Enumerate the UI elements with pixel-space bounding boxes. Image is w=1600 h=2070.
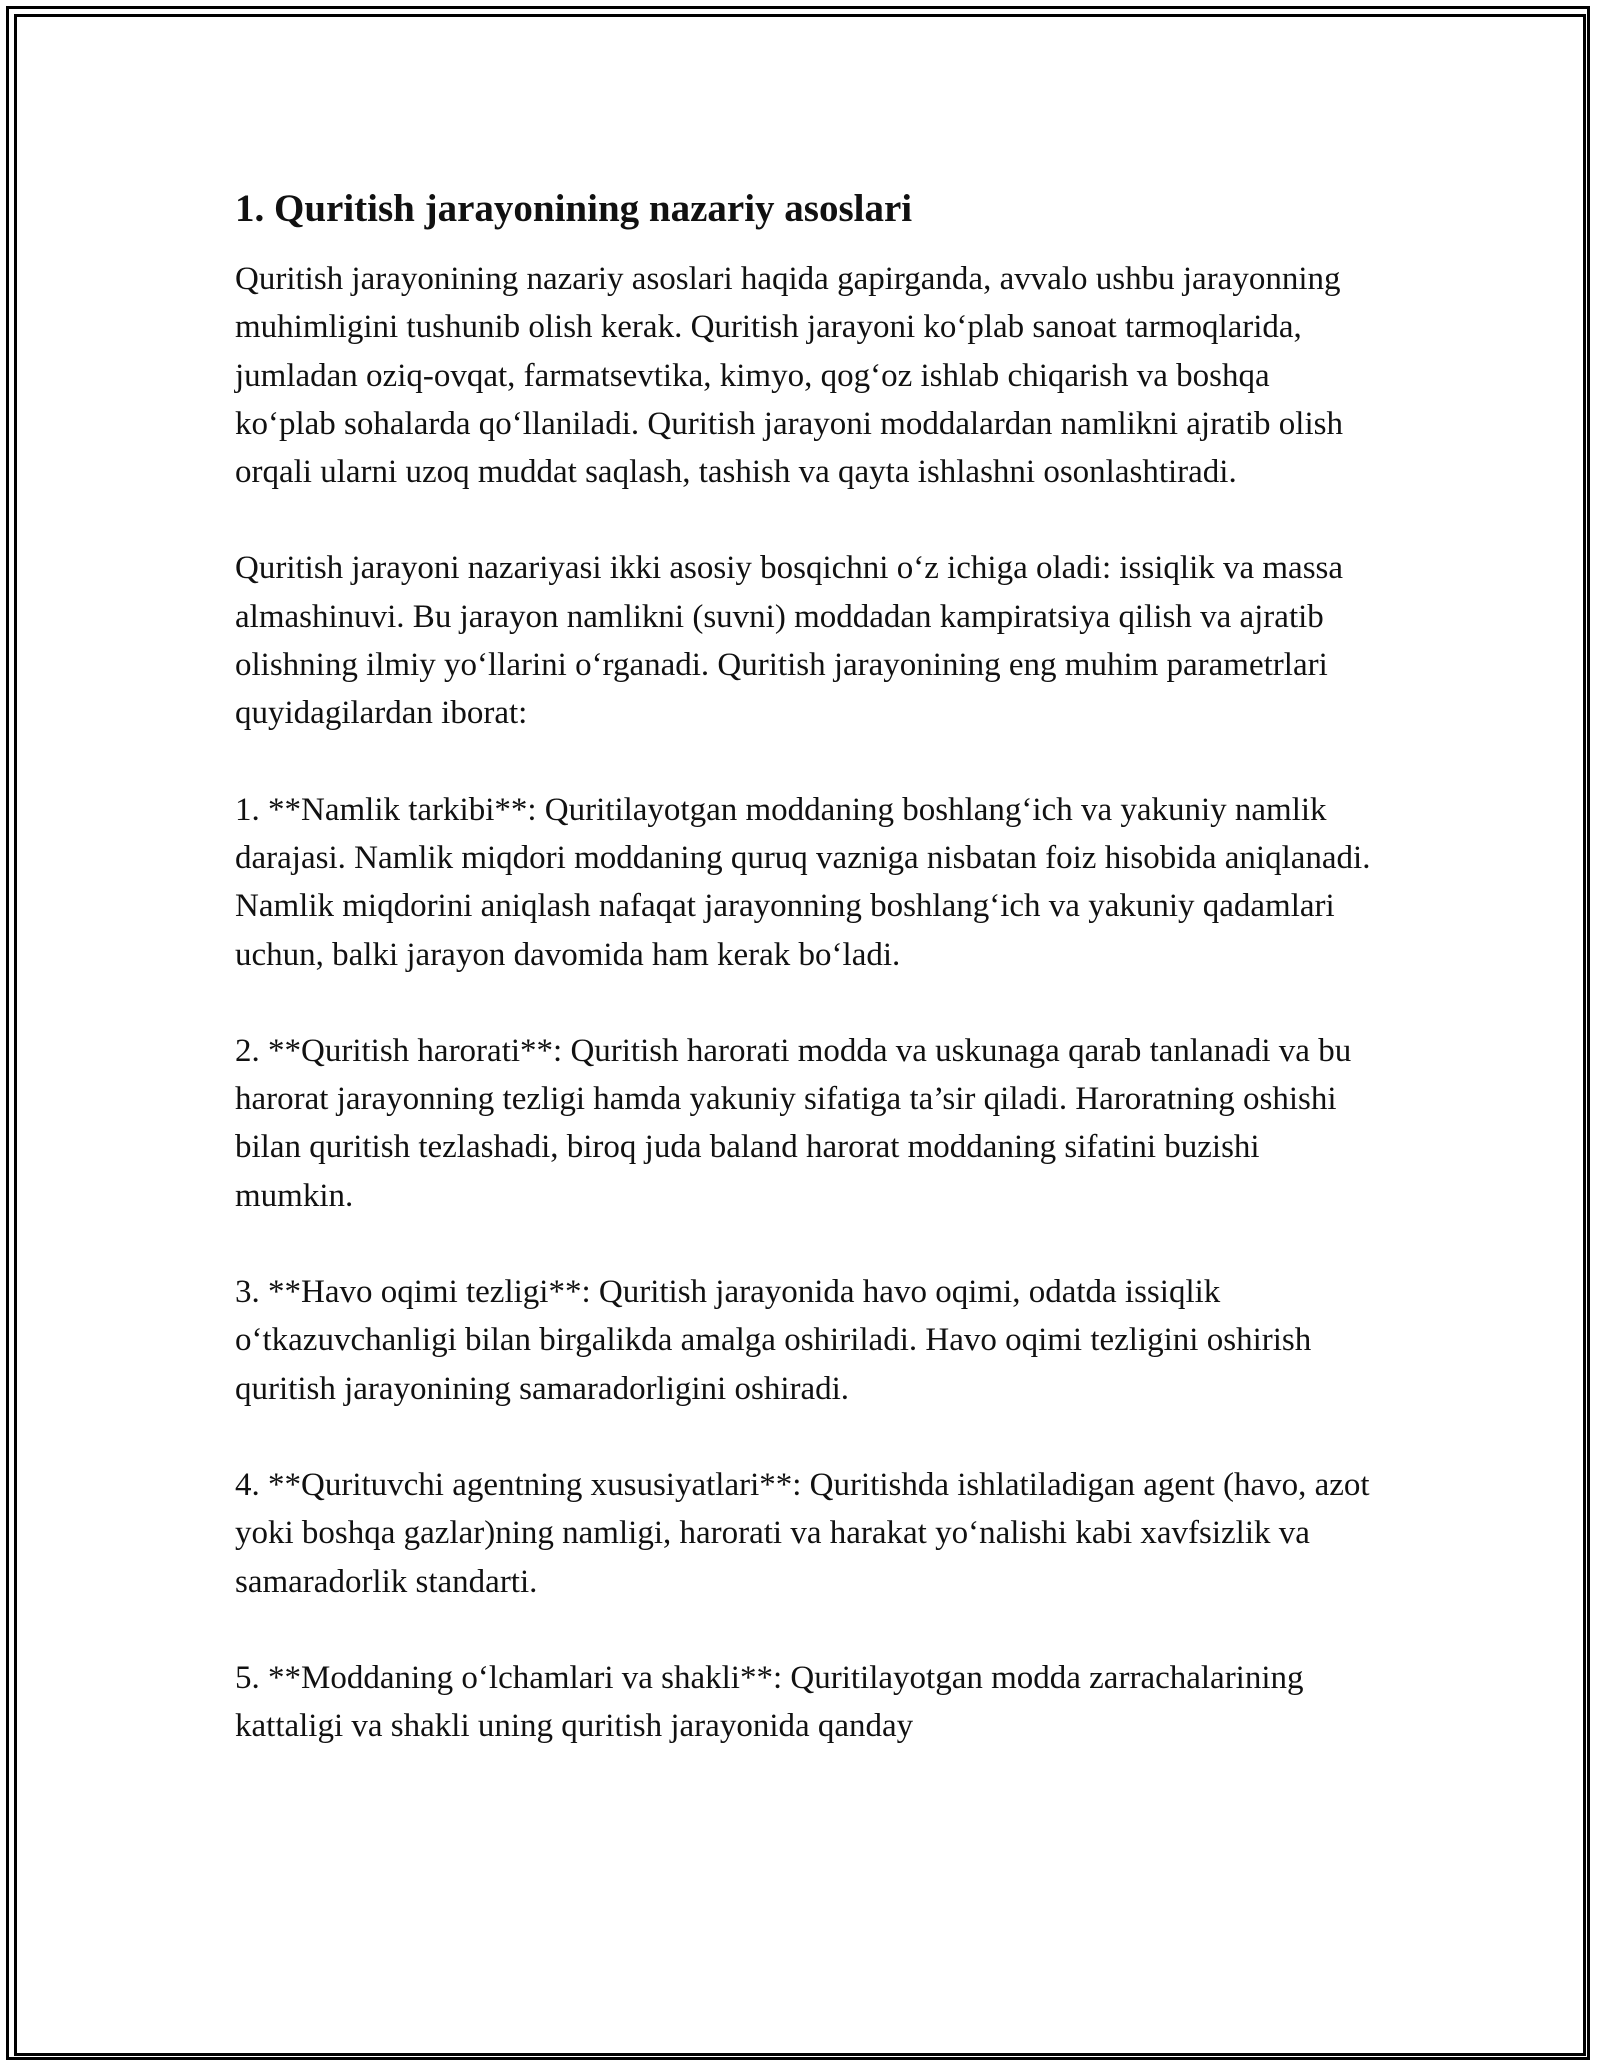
list-item-material-size-shape: 5. **Moddaning o‘lchamlari va shakli**: Quritilayotgan modda zarrachalarining kattaligi va shakli uning quritish jarayonida qanday [235,1659,1304,1745]
list-item-drying-temperature: 2. **Quritish harorati**: Quritish harorati modda va uskunaga qarab tanlanadi va bu harorat jarayonning tezligi hamda yakuniy sifatiga ta’sir qiladi. Haroratning oshishi bilan quritish tezlashadi, biroq juda baland harorat moddaning sifatini buzishi mumkin. [235,1032,1352,1214]
paragraph-intro: Quritish jarayonining nazariy asoslari haqida gapirganda, avvalo ushbu jarayonning muhimligini tushunib olish kerak. Quritish jarayoni ko‘plab sanoat tarmoqlarida, jumladan oziq-ovqat, farmatsevtika, kimyo, qog‘oz ishlab chiqarish va boshqa ko‘plab sohalarda qo‘llaniladi. Quritish jarayoni moddalardan namlikni ajratib olish orqali ularni uzoq muddat saqlash, tashish va qayta ishlashni osonlashtiradi. [235,261,1343,491]
list-item-airflow-speed: 3. **Havo oqimi tezligi**: Quritish jarayonida havo oqimi, odatda issiqlik o‘tkazuvchanligi bilan birgalikda amalga oshiriladi. Havo oqimi tezligini oshirish quritish jarayonining samaradorligini oshiradi. [235,1274,1312,1407]
list-item-drying-agent: 4. **Qurituvchi agentning xususiyatlari**: Quritishda ishlatiladigan agent (havo, azot yoki boshqa gazlar)ning namligi, harorati va harakat yo‘nalishi kabi xavfsizlik va samaradorlik standarti. [235,1466,1370,1600]
section-heading: 1. Quritish jarayonining nazariy asoslari [235,187,913,230]
list-item-moisture-content: 1. **Namlik tarkibi**: Quritilayotgan moddaning boshlang‘ich va yakuniy namlik darajasi. Namlik miqdori moddaning quruq vazniga nisbatan foiz hisobida aniqlanadi. Namlik miqdorini aniqlash nafaqat jarayonning boshlang‘ich va yakuniy qadamlari uchun, balki jarayon davomida ham kerak bo‘ladi. [235,791,1371,973]
document-body [235,185,1375,1798]
paragraph-theory: Quritish jarayoni nazariyasi ikki asosiy bosqichni o‘z ichiga oladi: issiqlik va massa almashinuvi. Bu jarayon namlikni (suvni) moddadan kampiratsiya qilish va ajratib olishning ilmiy yo‘llarini o‘rganadi. Quritish jarayonining eng muhim parametrlari quyidagilardan iborat: [235,550,1344,732]
